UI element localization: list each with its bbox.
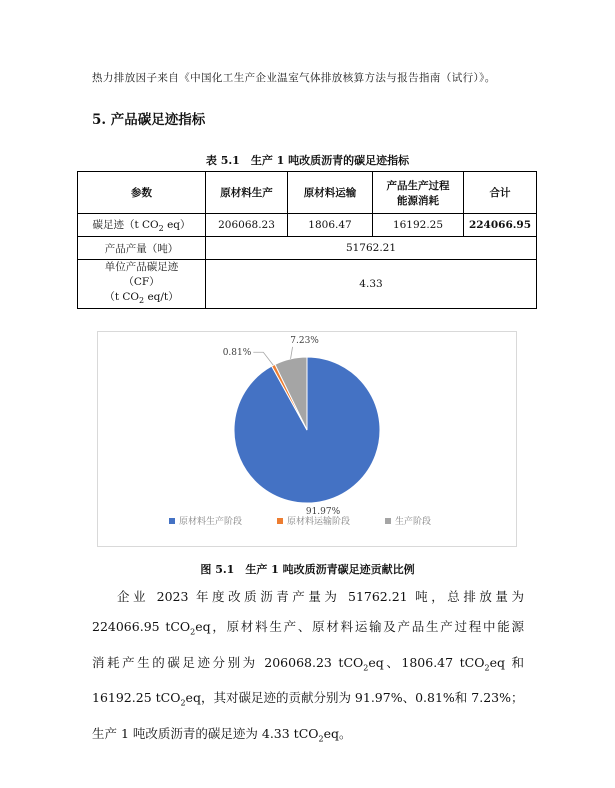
cell-output-label: 产品产量（吨） [78, 237, 206, 260]
para-line-3: 消耗产生的碳足迹分别为 206068.23 tCO$_2$eq、1806.47 tCO$_2$eq 和 [92, 654, 525, 672]
legend-label-raw-material-production: 原材料生产阶段 [179, 517, 243, 527]
header-parameter: 参数 [78, 172, 206, 214]
legend-label-raw-material-transport: 原材料运输阶段 [287, 517, 351, 527]
para-line-5: 生产 1 吨改质沥青的碳足迹为 4.33 tCO$_2$eq。 [92, 725, 352, 743]
legend-swatch-raw-material-transport [277, 518, 283, 524]
table-row-output [78, 237, 537, 260]
cell-output-value: 51762.21 [206, 237, 537, 260]
cell-footprint-raw-transport: 1806.47 [288, 214, 373, 237]
legend-swatch-raw-material-production [169, 518, 175, 524]
header-raw-material-production: 原材料生产 [206, 172, 288, 214]
cell-footprint-label: 碳足迹（t $CO_2$ eq） [78, 214, 206, 237]
intro-line: 热力排放因子来自《中国化工生产企业温室气体排放核算方法与报告指南（试行）》。 [92, 72, 496, 84]
table-row-cf [78, 260, 537, 309]
para-line-4: 16192.25 tCO$_2$eq，其对碳足迹的贡献分别为 91.97%、0.81%和 7.23%； [92, 690, 524, 708]
header-process-line1: 产品生产过程 [386, 179, 450, 192]
carbon-footprint-table [77, 171, 537, 309]
cell-cf-label: 单位产品碳足迹 （CF） （t $CO_2$ eq/t） [78, 260, 206, 309]
cell-footprint-raw-production: 206068.23 [206, 214, 288, 237]
cell-cf-value: 4.33 [206, 260, 537, 309]
table-row-footprint [78, 214, 537, 237]
summary-paragraph [92, 582, 524, 754]
figure-caption: 图 5.1 生产 1 吨改质沥青碳足迹贡献比例 [200, 563, 415, 576]
para-line-2: 224066.95 tCO$_2$eq，原材料生产、原材料运输及产品生产过程中能源 [92, 619, 525, 637]
data-label-raw-material-transport: 0.81% [222, 348, 252, 359]
legend-label-production: 生产阶段 [395, 517, 432, 527]
data-label-production: 7.23% [290, 335, 319, 346]
para-line-1: 企业 2023 年度改质沥青产量为 51762.21 吨，总排放量为 [117, 589, 524, 604]
section-heading: 5. 产品碳足迹指标 [92, 112, 206, 128]
header-process-energy [373, 172, 464, 214]
data-label-raw-material-production: 91.97% [305, 506, 341, 517]
pie-chart-box [97, 331, 517, 547]
leader-line-raw-material-transport [253, 352, 273, 365]
pie-chart [98, 332, 516, 546]
table-header-row [78, 172, 537, 214]
legend-swatch-production [385, 518, 391, 524]
header-raw-material-transport: 原材料运输 [288, 172, 373, 214]
cell-footprint-process-energy: 16192.25 [373, 214, 464, 237]
table-caption: 表 5.1 生产 1 吨改质沥青的碳足迹指标 [205, 154, 410, 167]
leader-line-production [291, 347, 293, 359]
header-total: 合计 [464, 172, 537, 214]
header-process-line2: 能源消耗 [397, 194, 439, 207]
cell-footprint-total: 224066.95 [464, 214, 537, 237]
